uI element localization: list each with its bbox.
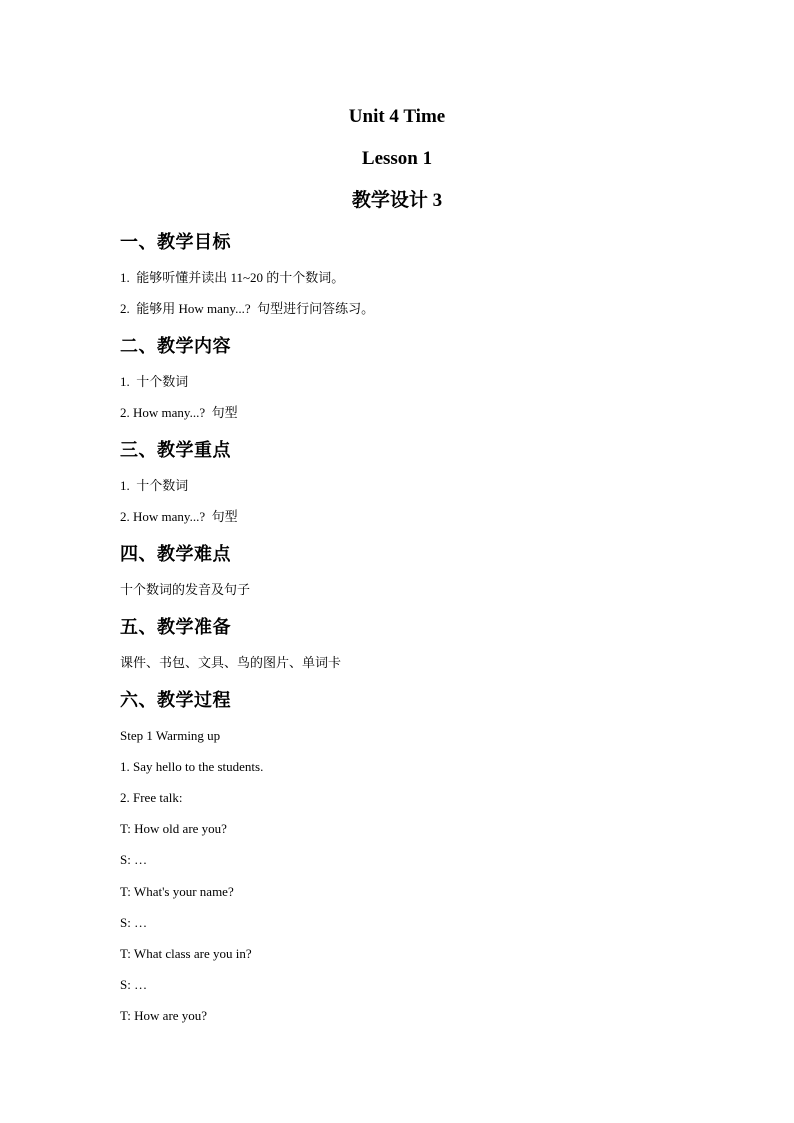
procedure-line: S: …: [120, 852, 148, 867]
section-heading-content: 二、教学内容: [120, 336, 231, 356]
key-points-line-2: 2. How many...? 句型: [120, 509, 238, 524]
objectives-line-1: 1. 能够听懂并读出 11~20 的十个数词。: [120, 270, 345, 285]
difficulties-line-1: 十个数词的发音及句子: [120, 582, 251, 597]
section-heading-difficulties: 四、教学难点: [120, 544, 231, 564]
content-line-1: 1. 十个数词: [120, 374, 189, 389]
procedure-line: S: …: [120, 915, 148, 930]
procedure-line: T: How old are you?: [120, 821, 227, 836]
design-subtitle: 教学设计 3: [351, 190, 443, 211]
procedure-line: T: What class are you in?: [120, 946, 252, 961]
procedure-line: 1. Say hello to the students.: [120, 759, 264, 774]
lesson-title: Lesson 1: [361, 148, 433, 169]
section-heading-procedure: 六、教学过程: [120, 690, 231, 710]
procedure-line: T: How are you?: [120, 1008, 208, 1023]
section-heading-objectives: 一、教学目标: [120, 232, 231, 252]
procedure-step-heading: Step 1 Warming up: [120, 728, 221, 743]
content-line-2: 2. How many...? 句型: [120, 405, 238, 420]
key-points-line-1: 1. 十个数词: [120, 478, 189, 493]
procedure-line: 2. Free talk:: [120, 790, 183, 805]
section-heading-preparation: 五、教学准备: [120, 617, 231, 637]
section-heading-key-points: 三、教学重点: [120, 440, 231, 460]
objectives-line-2: 2. 能够用 How many...? 句型进行问答练习。: [120, 301, 375, 316]
procedure-line: S: …: [120, 977, 148, 992]
procedure-line: T: What's your name?: [120, 884, 234, 899]
preparation-line-1: 课件、书包、文具、鸟的图片、单词卡: [120, 655, 342, 670]
unit-title: Unit 4 Time: [348, 106, 446, 127]
